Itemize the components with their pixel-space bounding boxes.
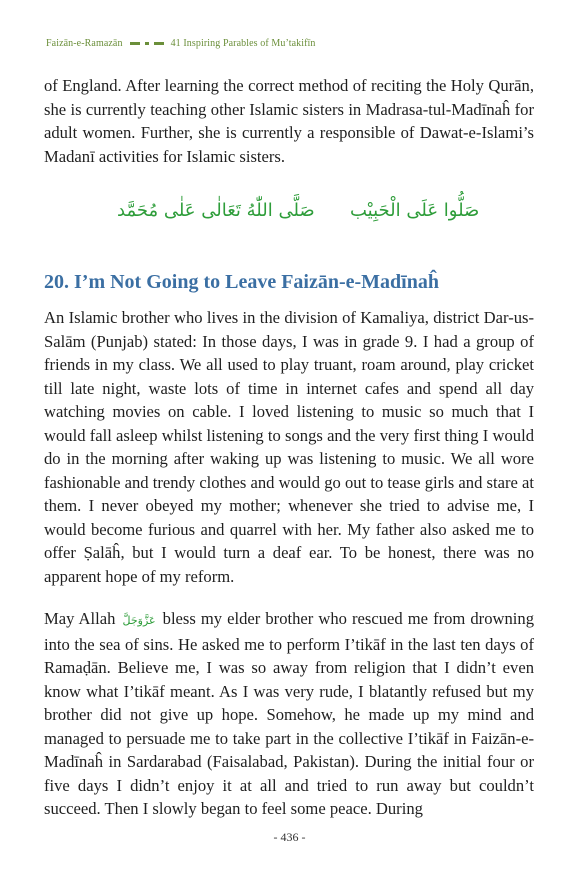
paragraph-continuation bbox=[44, 607, 534, 821]
header-book-title: Faizān-e-Ramazān bbox=[46, 38, 123, 49]
header-chapter-title: 41 Inspiring Parables of Mu’takifīn bbox=[170, 38, 316, 49]
paragraph-story: An Islamic brother who lives in the division of Kamaliya, district Dar-us-Salām (Punjab) stated: In those days, I was in grade 9. I had a group of friends in my class. We all used to play truant, roam around, play cricket till late night, waste lots of time in internet cafes and spend all day watching movies on cable. I loved listening to music so much that I would fall asleep whilst listening to songs and the very first thing I would do in the morning after waking up was listening to music. We all wore fashionable and trendy clothes and would go out to tease girls and stare at them. I never obeyed my mother; whenever she tried to advise me, I would become furious and quarrel with her. My father also asked me to offer Ṣalāĥ, but I would turn a deaf ear. To be honest, there was no apparent hope of my reform. bbox=[44, 308, 534, 586]
salawat-call: صَلُّوا عَلَى الْحَبِيْب bbox=[350, 200, 480, 221]
section-heading: 20. I’m Not Going to Leave Faizān-e-Madīnaĥ bbox=[44, 271, 439, 293]
paragraph-rest: bless my elder brother who rescued me from drowning into the sea of sins. He asked me to perform I’tikāf in the last ten days of Ramaḍān. Believe me, I was so away from religion that I didn’t even know what I’tikāf meant. As I was very rude, I blatantly refused but my brother did not give up hope. Somehow, he made up my mind and managed to persuade me to take part in the collective I’tikāf in Faizān-e-Madīnaĥ in Sardarabad (Faisalabad, Pakistan). During the initial four or five days I didn’t enjoy it at all and tried to run away but couldn’t succeed. Then I slowly began to feel some peace. During bbox=[44, 609, 534, 818]
arabic-honorific: عَزَّوَجَلَّ bbox=[122, 614, 156, 627]
running-header bbox=[46, 38, 316, 49]
paragraph-intro: of England. After learning the correct method of reciting the Holy Qurān, she is currently teaching other Islamic sisters in Madrasa-tul-Madīnaĥ for adult women. Further, she is currently a responsible of Dawat-e-Islami’s Madanī activities for Islamic sisters. bbox=[44, 76, 534, 166]
salawat-line bbox=[0, 200, 579, 230]
page-number: - 436 - bbox=[273, 830, 306, 844]
paragraph-lead: May Allah bbox=[44, 609, 116, 628]
header-separator bbox=[130, 42, 164, 45]
salawat-response: صَلَّى اللّٰهُ تَعَالٰى عَلٰى مُحَمَّد bbox=[117, 200, 315, 221]
